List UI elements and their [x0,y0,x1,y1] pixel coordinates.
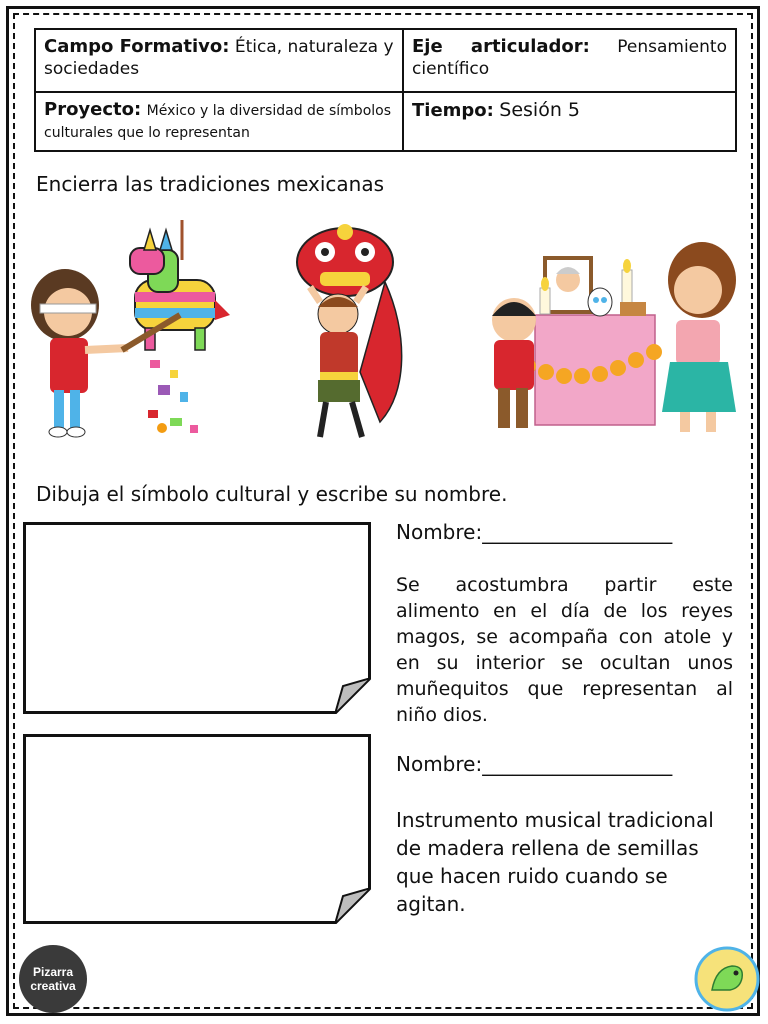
altar-icon [535,258,655,425]
pinata-icon [130,230,230,350]
eje-articulador-cell [403,29,736,92]
pinata-girl-illustration[interactable] [30,220,230,442]
confetti-icon [148,360,198,433]
svg-text:Pizarra: Pizarra [32,965,74,979]
lion-dance-illustration[interactable] [290,222,410,450]
pizarra-creativa-logo [18,944,88,1014]
girl-icon [662,242,736,432]
campo-label: Campo Formativo: [44,36,230,57]
page-curl-icon [335,888,371,924]
boy-icon [492,298,536,428]
nombre-line-2[interactable]: Nombre:___________________ [396,752,673,776]
dinosaur-logo-icon [694,946,760,1012]
altar-illustration[interactable] [480,240,745,440]
campo-value: Ética, naturaleza y sociedades [44,37,394,79]
svg-text:creativa: creativa [30,979,76,993]
instruction-dibuja: Dibuja el símbolo cultural y escribe su nombre. [36,482,508,506]
proyecto-label: Proyecto: [44,99,142,121]
instruction-encierra: Encierra las tradiciones mexicanas [36,172,385,196]
campo-formativo-cell [35,29,403,92]
eje-label: Eje articulador: [412,36,590,57]
page-curl-icon [335,678,371,714]
tiempo-label: Tiempo: [412,100,494,122]
drawing-box-1[interactable] [23,522,371,714]
drawing-box-2[interactable] [23,734,371,924]
description-1: Se acostumbra partir este alimento en el día de los reyes magos, se acompaña con atole y en su interior se ocultan unos muñequitos que representan al niño dios. [396,574,733,726]
eje-value: Pensamiento científico [412,37,727,79]
boy-dancer-icon [310,287,366,437]
proyecto-cell [35,92,403,151]
header-table [34,28,737,152]
lion-head-icon [297,224,393,296]
tiempo-value: Sesión 5 [499,99,581,122]
proyecto-value: México y la diversidad de símbolos culturales que lo representan [44,103,392,142]
description-2: Instrumento musical tradicional de madera rellena de semillas que hacen ruido cuando se agitan. [396,808,714,916]
tiempo-cell [403,92,736,151]
nombre-line-1[interactable]: Nombre:___________________ [396,520,673,544]
